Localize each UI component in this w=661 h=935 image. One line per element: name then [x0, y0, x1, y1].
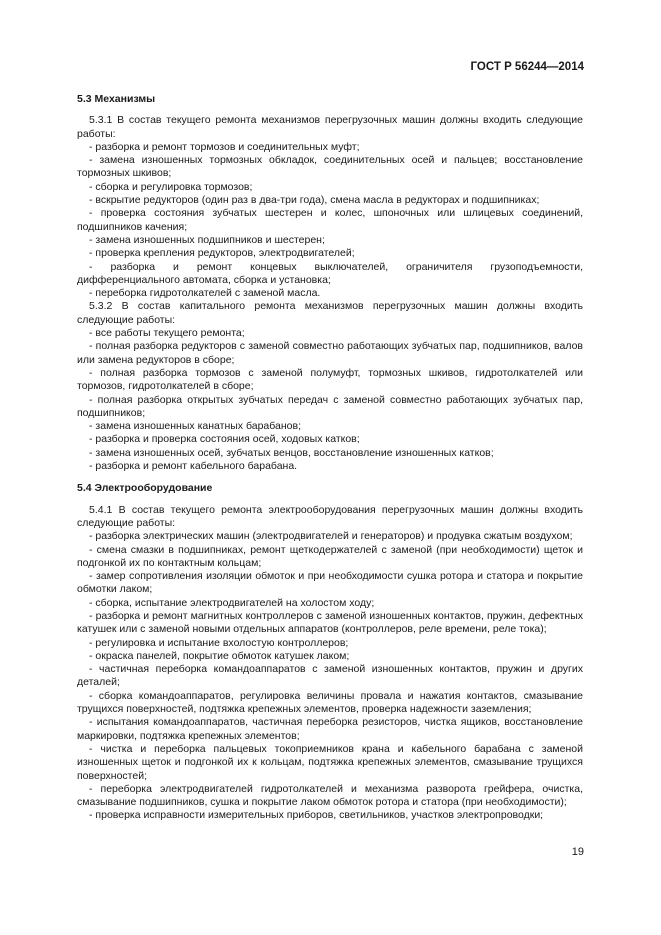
list-item: - сборка командоаппаратов, регулировка величины провала и нажатия контактов, смазывание трущихся поверхностей, подтяжка крепежных элементов, проверка надежности заземления; — [77, 689, 583, 716]
list-current-repair-mechanisms — [77, 141, 583, 301]
list-item: - проверка крепления редукторов, электродвигателей; — [89, 247, 355, 260]
list-item: - полная разборка тормозов с заменой полумуфт, тормозных шкивов, гидротолкателей или тормозов, гидротолкателей в сборе; — [77, 366, 583, 393]
list-item: - замена изношенных тормозных обкладок, соединительных осей и пальцев; восстановление тормозных шкивов; — [77, 154, 583, 180]
list-item: - регулировка и испытание вхолостую контроллеров; — [89, 636, 349, 649]
list-item: - замена изношенных канатных барабанов; — [89, 420, 302, 433]
list-item: - чистка и переборка пальцевых токоприемников крана и кабельного барабана с заменой изношенных щеток и подгонкой их к кольцам, подтяжка крепежных элементов, смазывание трущихся поверхностей; — [77, 742, 583, 782]
list-item: - переборка электродвигателей гидротолкателей и механизма разворота грейфера, очистка, смазывание подшипников, сушка и покрытие лаком обмоток ротора и статора (при необходимости); — [77, 782, 583, 809]
list-item: - разборка электрических машин (электродвигателей и генераторов) и продувка сжатым воздухом; — [89, 530, 573, 543]
paragraph-5-4-1: 5.4.1 В состав текущего ремонта электрооборудования перегрузочных машин должны входить следующие работы: — [77, 503, 583, 529]
list-item: - разборка и ремонт тормозов и соединительных муфт; — [89, 140, 360, 153]
list-item: - смена смазки в подшипниках, ремонт щеткодержателей с заменой (при необходимости) щеток и подгонкой их по контактным кольцам; — [77, 543, 583, 569]
list-item: - сборка, испытание электродвигателей на холостом ходу; — [89, 596, 375, 609]
section-heading-mechanisms: 5.3 Механизмы — [77, 93, 156, 105]
list-capital-repair-mechanisms — [77, 327, 583, 473]
list-item: - частичная переборка командоаппаратов с заменой изношенных контактов, пружин и других деталей; — [77, 663, 583, 689]
list-item: - замена изношенных подшипников и шестерен; — [89, 233, 325, 246]
page-number: 19 — [571, 846, 584, 858]
list-item: - полная разборка открытых зубчатых передач с заменой совместно работающих зубчатых пар, подшипников; — [77, 393, 583, 419]
list-item: - разборка и ремонт концевых выключателей, ограничителя грузоподъемности, дифференциального автомата, сборка и установка; — [77, 260, 583, 286]
document-body — [77, 93, 583, 823]
list-item: - разборка и ремонт магнитных контроллеров с заменой изношенных контактов, пружин, дефектных катушек или с заменой новыми отдельных аппаратов (контроллеров, реле времени, реле тока); — [77, 609, 583, 636]
list-item: - разборка и проверка состояния осей, ходовых катков; — [89, 433, 360, 446]
list-item: - полная разборка редукторов с заменой совместно работающих зубчатых пар, подшипников, валов или замена редукторов в сборе; — [77, 340, 583, 366]
list-item: - сборка и регулировка тормозов; — [89, 180, 253, 193]
list-item: - испытания командоаппаратов, частичная переборка резисторов, чистка ящиков, восстановление маркировки, подтяжка крепежных элементов; — [77, 716, 583, 742]
list-item: - замена изношенных осей, зубчатых венцов, восстановление изношенных катков; — [89, 446, 494, 459]
list-item: - проверка исправности измерительных приборов, светильников, участков электропроводки; — [89, 809, 544, 822]
list-item: - разборка и ремонт кабельного барабана. — [89, 460, 298, 473]
list-item: - переборка гидротолкателей с заменой масла. — [89, 287, 321, 300]
section-heading-electrical: 5.4 Электрооборудование — [77, 482, 213, 495]
paragraph-5-3-2: 5.3.2 В состав капитального ремонта механизмов перегрузочных машин должны входить следующие работы: — [77, 300, 583, 326]
list-item: - все работы текущего ремонта; — [89, 327, 245, 340]
document-id: ГОСТ Р 56244—2014 — [470, 61, 584, 73]
paragraph-5-3-1: 5.3.1 В состав текущего ремонта механизмов перегрузочных машин должны входить следующие работы: — [77, 114, 583, 140]
list-item: - вскрытие редукторов (один раз в два-три года), смена масла в редукторах и подшипниках; — [89, 194, 540, 207]
list-item: - окраска панелей, покрытие обмоток катушек лаком; — [89, 649, 350, 662]
list-item: - проверка состояния зубчатых шестерен и колес, шпоночных или шлицевых соединений, подшипников качения; — [77, 207, 583, 233]
list-current-repair-electrical — [77, 530, 583, 823]
list-item: - замер сопротивления изоляции обмоток и при необходимости сушка ротора и статора и покрытие обмотки лаком; — [77, 570, 583, 596]
